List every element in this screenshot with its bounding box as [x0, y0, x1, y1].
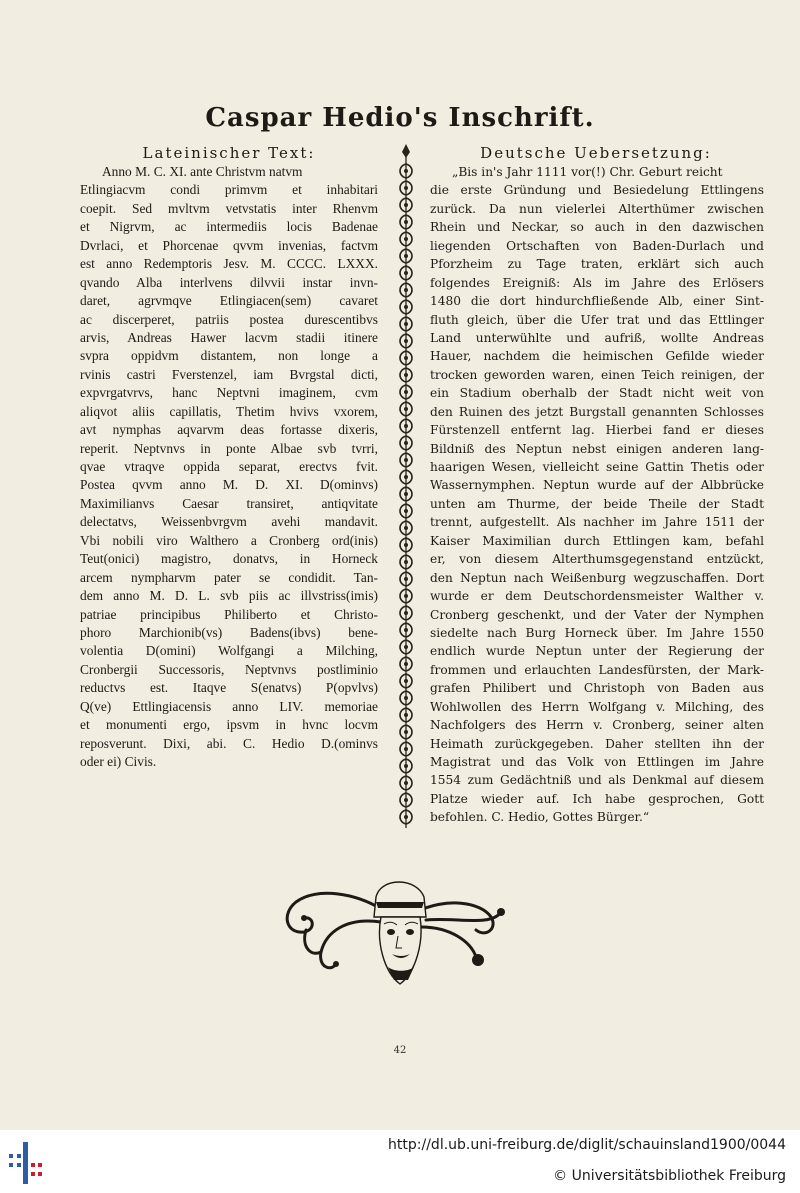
german-text-line: Nachfolgers des Herrn v. Cronberg, seiner alten	[430, 718, 764, 733]
german-heading: Deutsche Uebersetzung:	[480, 144, 712, 162]
german-text-line: Heimath zurückgegeben. Daher stellten ihn der	[430, 736, 764, 751]
german-text-line: endlich wurde Neptun unter der Regierung der	[430, 644, 764, 659]
latin-text-line: expvrgatvrvs, hanc Neptvni imaginem, cvm	[80, 385, 378, 401]
latin-text-line: delectatvs, Weissenbvrgvm avehi mandavit.	[80, 514, 378, 530]
german-text-line: folgendes Ereigniß: Als im Jahre des Erlösers	[430, 275, 764, 290]
latin-text-line: est anno Redemptoris Jesv. M. CCCC. LXXX.	[80, 256, 378, 272]
latin-text-line: et monumenti ergo, ipsvm in hvnc locvm	[80, 717, 378, 733]
german-text-line: Magistrat und das Volk von Ettlingen im Jahre	[430, 755, 764, 769]
german-text-line: fluth gleich, über die Ufer trat und das Ettlinger	[430, 312, 764, 327]
german-text-line: Wohlwollen des Herrn Wolfgang v. Milching, des	[430, 699, 764, 714]
german-text-line: Hauer, nachdem die heimischen Gefilde wieder	[430, 349, 764, 364]
latin-text-line: dem anno M. D. L. svb piis ac illvstriss(imis)	[80, 588, 378, 604]
german-text-line: Fürstenzell entfernt lag. Hierbei fand er dieses	[430, 423, 764, 438]
german-text-line: Cronberg geschenkt, und der Vater der Nymphen	[430, 607, 764, 622]
latin-text-line: Dvrlaci, et Phorcenae qvvm invenias, factvm	[80, 237, 378, 253]
german-text-line: trennt, aufgestellt. Als nachher im Jahre 1511 der	[430, 515, 764, 530]
latin-text-line: rvinis castri Fverstenzel, iam Bvrgstal dicti,	[80, 366, 378, 382]
latin-text-column	[80, 163, 378, 771]
german-text-line: ein Stadium oberhalb der Stadt nicht weit von	[430, 386, 764, 401]
latin-text-line: phoro Marchionib(vs) Badens(ibvs) bene-	[80, 624, 378, 640]
latin-text-line: patriae principibus Philiberto et Christo-	[80, 606, 378, 622]
latin-text-line: Postea qvvm anno M. D. XI. D(ominvs)	[80, 477, 378, 493]
latin-text-line: arvis, Andreas Hawer lacvm stadii itinere	[80, 329, 378, 345]
german-text-line: Kaiser Maximilian durch Ettlingen kam, befahl	[430, 533, 764, 548]
logo-bar	[23, 1142, 28, 1184]
german-text-line: 1554 zum Gedächtniß und als Denkmal auf diesem	[430, 773, 764, 788]
latin-text-line: reperit. Neptvnvs in ponte Albae svb tvrri,	[80, 440, 378, 456]
german-text-line: siedelte nach Burg Horneck über. Im Jahre 1550	[430, 625, 764, 640]
permalink-url[interactable]: http://dl.ub.uni-freiburg.de/diglit/schauinsland1900/0044	[388, 1137, 786, 1153]
german-text-line: die erste Gründung und Besiedelung Ettlingens	[430, 183, 764, 198]
german-text-line: trocken geworden waren, einen Teich reinigen, der	[430, 367, 764, 382]
german-text-column	[430, 163, 764, 827]
latin-text-line: Teut(onici) magistro, donatvs, in Horneck	[80, 551, 378, 567]
latin-text-line: arcem nympharvm pater se condidit. Tan-	[80, 569, 378, 585]
latin-text-line: svpra oppidvm distantem, non longe a	[80, 348, 378, 364]
latin-text-line: aliqvot aliis capillatis, Thetim hvivs vxorem,	[80, 403, 378, 419]
german-text-line: Bildniß des Neptun nebst einigen anderen lang-	[430, 441, 764, 456]
latin-text-line: qvando Alba interlvens dilvvii instar invn-	[80, 274, 378, 290]
grotesque-mask-vignette	[276, 872, 516, 994]
latin-heading: Lateinischer Text:	[142, 144, 316, 162]
german-text-line: Pforzheim zu Tage traten, erklärt sich auch	[430, 257, 764, 272]
latin-text-line: et Nigrvm, ac intermediis locis Badenae	[80, 219, 378, 235]
latin-text-line: reposverunt. Dixi, abi. C. Hedio D.(ominvs	[80, 735, 378, 751]
german-text-line: liegenden Ortschaften von Baden-Durlach und	[430, 238, 764, 253]
german-text-line: zurück. Da nun vielerlei Alterthümer zwischen	[430, 201, 764, 216]
page-number: 42	[393, 1045, 407, 1056]
ornamental-divider	[393, 144, 419, 832]
german-text-line: Rhein und Neckar, so auch in den dazwischen	[430, 220, 764, 235]
latin-text-line: avt nymphas aqvarvm deas fortasse dixeris,	[80, 422, 378, 438]
german-text-line: „Bis in's Jahr 1111 vor(!) Chr. Geburt reicht	[452, 165, 723, 179]
university-library-logo	[9, 1142, 43, 1184]
german-text-line: frommen und erlauchten Landesfürsten, der Mark-	[430, 662, 764, 677]
german-text-line: den Ruinen des jetzt Burgstall genannten Schlosses	[430, 404, 764, 419]
latin-text-line: daret, agrvmqve Etlingiacen(sem) cavaret	[80, 293, 378, 309]
german-text-line: wurde er dem Deutschordensmeister Walther v.	[430, 589, 764, 604]
latin-text-line: Maximilianvs Caesar transiret, antiqvitate	[80, 495, 378, 511]
latin-text-line: Cronbergii Successoris, Neptvnvs postliminio	[80, 661, 378, 677]
latin-text-line: reductvs est. Itaqve S(enatvs) P(opvlvs)	[80, 680, 378, 696]
latin-text-line: volentia D(omini) Wolfgangi a Milching,	[80, 643, 378, 659]
viewer-footer	[0, 1130, 800, 1193]
latin-text-line: Anno M. C. XI. ante Christvm natvm	[102, 164, 303, 179]
german-text-line: 1480 die dort hindurchfließende Alb, einer Sint-	[430, 294, 764, 309]
german-text-line: er, von diesem Alterthumsgegenstand entzückt,	[430, 552, 764, 567]
latin-text-line: qvae vtraqve oppida separat, erectvs fvit.	[80, 459, 378, 474]
latin-text-line: Q(ve) Ettlingiacensis anno LIV. memoriae	[80, 698, 378, 714]
page-title: Caspar Hedio's Inschrift.	[205, 103, 595, 133]
german-text-line: den Neptun nach Weißenburg wegzuschaffen. Dort	[430, 570, 764, 585]
copyright-notice: © Universitätsbibliothek Freiburg	[553, 1168, 786, 1184]
latin-text-line: coepit. Sed mvltvm vetvstatis inter Rhenvm	[80, 200, 378, 216]
latin-text-line: Etlingiacvm condi primvm et inhabitari	[80, 182, 378, 198]
latin-text-line: Vbi nobili viro Walthero a Cronberg ord(inis)	[80, 532, 378, 548]
latin-text-line: oder ei) Civis.	[80, 754, 157, 769]
german-text-line: Land unterwühlte und aufriß, wollte Andreas	[430, 330, 764, 345]
german-text-line: haarigen Wesen, vielleicht seine Gattin Thetis oder	[430, 460, 764, 474]
german-text-line: befohlen. C. Hedio, Gottes Bürger.“	[430, 810, 650, 825]
german-text-line: Platze wieder auf. Ich habe gesprochen, Gott	[430, 791, 764, 806]
german-text-line: unten am Thurme, der beide Theile der Stadt	[430, 496, 764, 511]
german-text-line: Wassernymphen. Neptun wurde auf der Albbrücke	[430, 478, 764, 493]
latin-text-line: ac discerperet, patriis postea durescentibvs	[80, 311, 378, 327]
german-text-line: grafen Philibert und Christoph von Baden aus	[430, 681, 764, 696]
